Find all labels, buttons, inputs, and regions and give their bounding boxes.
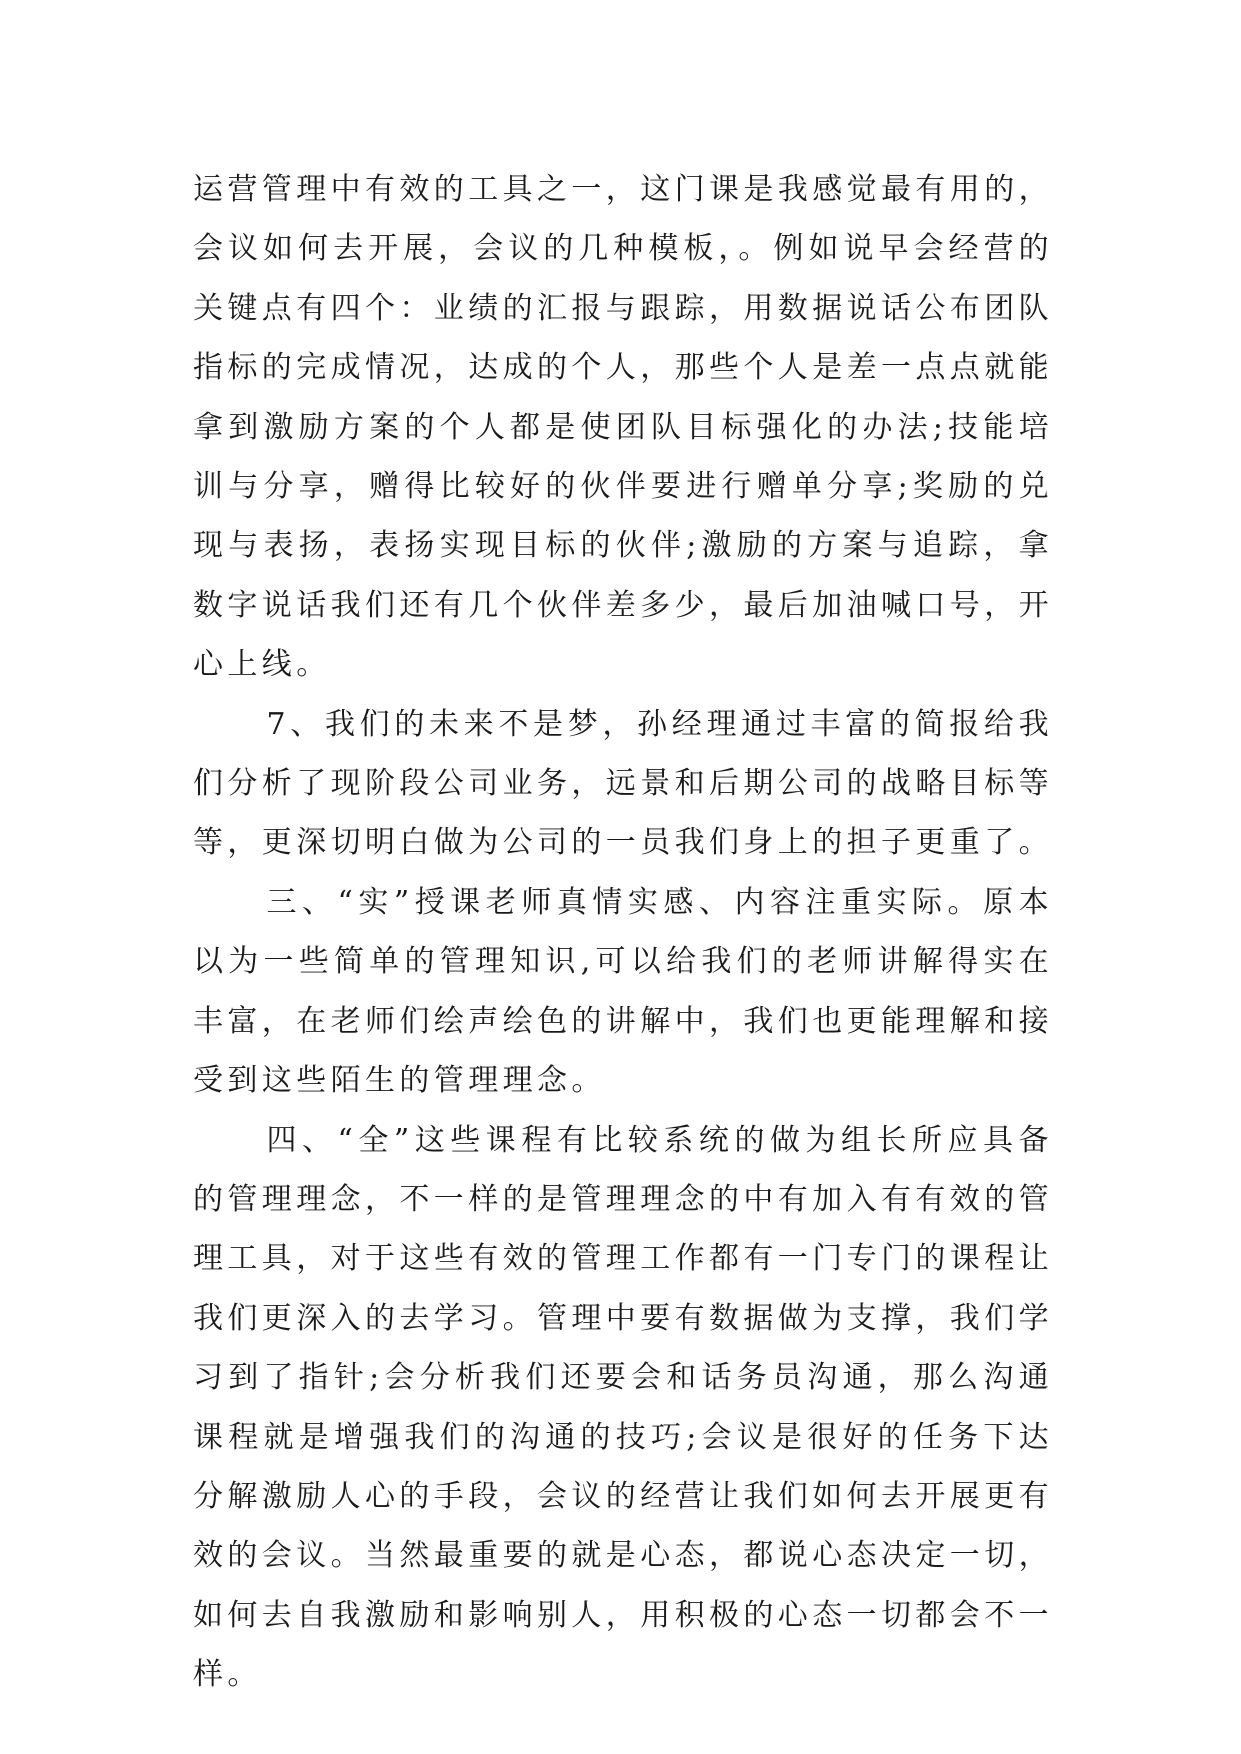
paragraph-practical: 三、“实”授课老师真情实感、内容注重实际。原本以为一些简单的管理知识,可以给我们的老师讲解得实在丰富，在老师们绘声绘色的讲解中，我们也更能理解和接受到这些陌生的管理理念。 [193, 884, 1053, 1099]
paragraph-future-dream: 7、我们的未来不是梦，孙经理通过丰富的简报给我们分析了现阶段公司业务，远景和后期公司的战略目标等等，更深切明白做为公司的一员我们身上的担子更重了。 [193, 706, 1053, 861]
paragraph-meeting-tools: 运营管理中有效的工具之一，这门课是我感觉最有用的，会议如何去开展，会议的几种模板，。例如说早会经营的关键点有四个：业绩的汇报与跟踪，用数据说话公布团队指标的完成情况，达成的个人，那些个人是差一点点就能拿到激励方案的个人都是使团队目标强化的办法;技能培训与分享，赠得比较好的伙伴要进行赠单分享;奖励的兑现与表扬，表扬实现目标的伙伴;激励的方案与追踪，拿数字说话我们还有几个伙伴差多少，最后加油喊口号，开心上线。 [193, 172, 1053, 683]
document-body [193, 160, 1053, 1705]
paragraph-comprehensive: 四、“全”这些课程有比较系统的做为组长所应具备的管理理念，不一样的是管理理念的中有加入有有效的管理工具，对于这些有效的管理工作都有一门专门的课程让我们更深入的去学习。管理中要有数据做为支撑，我们学习到了指针;会分析我们还要会和话务员沟通，那么沟通课程就是增强我们的沟通的技巧;会议是很好的任务下达分解激励人心的手段，会议的经营让我们如何去开展更有效的会议。当然最重要的就是心态，都说心态决定一切，如何去自我激励和影响别人，用积极的心态一切都会不一样。 [193, 1122, 1053, 1693]
